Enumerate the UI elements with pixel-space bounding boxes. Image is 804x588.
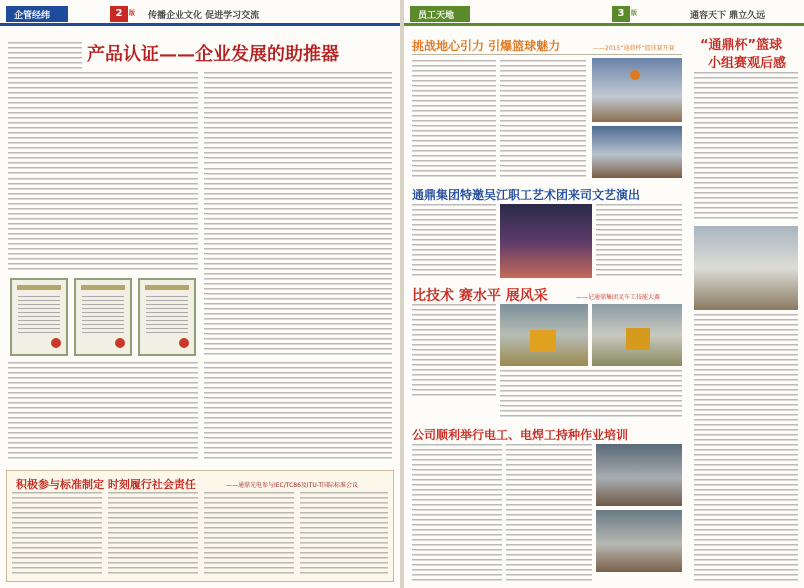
article-text-block — [596, 204, 682, 278]
page-number-unit-left: 版 — [129, 10, 136, 17]
headline-rule — [412, 54, 682, 55]
basketball-photo — [592, 126, 682, 178]
art-troupe-headline: 通鼎集团特邀吴江职工艺术团来司文艺演出 — [412, 188, 641, 202]
article-text-block — [8, 72, 198, 174]
article-text-block — [300, 492, 388, 576]
performance-photo — [500, 204, 592, 278]
article-text-block — [412, 204, 496, 278]
article-text-block — [8, 362, 198, 460]
slogan-left: 传播企业文化 促进学习交流 — [148, 11, 260, 21]
section-tab-left: 企管经纬 — [6, 6, 68, 22]
article-text-block — [500, 60, 586, 180]
article-text-block — [694, 314, 798, 582]
forklift-photo — [592, 304, 682, 366]
training-headline: 公司顺利举行电工、电焊工持种作业培训 — [412, 428, 629, 442]
side-headline-1: “通鼎杯”篮球 — [700, 38, 783, 53]
article-text-block — [412, 60, 496, 180]
basketball-photo — [592, 58, 682, 122]
side-headline-2: 小组赛观后感 — [708, 56, 787, 71]
bottom-article-title: 积极参与标准制定 时刻履行社会责任 — [16, 478, 196, 491]
training-photo — [596, 510, 682, 572]
main-article-title: 产品认证——企业发展的助推器 — [87, 44, 339, 65]
forklift-headline-suffix: ——记通鼎集团叉车工技能大赛 — [576, 294, 661, 301]
article-text-block — [694, 72, 798, 222]
forklift-headline: 比技术 赛水平 展风采 — [412, 288, 548, 304]
article-text-block — [412, 304, 496, 398]
certificate-image — [138, 278, 196, 356]
forklift-photo — [500, 304, 588, 366]
basketball-headline-suffix: ——2015“通鼎杯”篮球赛开赛 — [593, 45, 675, 52]
certificate-image — [74, 278, 132, 356]
article-text-block — [204, 362, 392, 460]
header-rule-left — [0, 23, 400, 26]
article-text-block — [108, 492, 198, 576]
basketball-court-photo — [694, 226, 798, 310]
right-page — [404, 0, 804, 588]
article-text-block — [204, 492, 294, 576]
bottom-article-subtitle: ——通鼎光电参与IEC/TC86及ITU-T国际标准会议 — [226, 482, 359, 489]
article-text-block — [204, 168, 392, 358]
page-number-left: 2 — [110, 6, 128, 22]
certificate-image — [10, 278, 68, 356]
article-text-block — [204, 72, 392, 164]
left-page — [0, 0, 400, 588]
training-photo — [596, 444, 682, 506]
page-number-right: 3 — [612, 6, 630, 22]
article-text-block — [506, 444, 592, 582]
article-text-block — [8, 178, 198, 272]
article-text-block — [500, 370, 682, 420]
header-rule-right — [404, 23, 804, 26]
article-text-block — [12, 492, 102, 576]
slogan-right: 通容天下 鼎立久远 — [690, 11, 766, 21]
basketball-headline: 挑战地心引力 引爆篮球魅力 — [412, 39, 561, 53]
article-text-block — [8, 42, 82, 72]
section-tab-right: 员工天地 — [410, 6, 470, 22]
page-number-unit-right: 版 — [631, 10, 638, 17]
article-text-block — [412, 444, 502, 582]
